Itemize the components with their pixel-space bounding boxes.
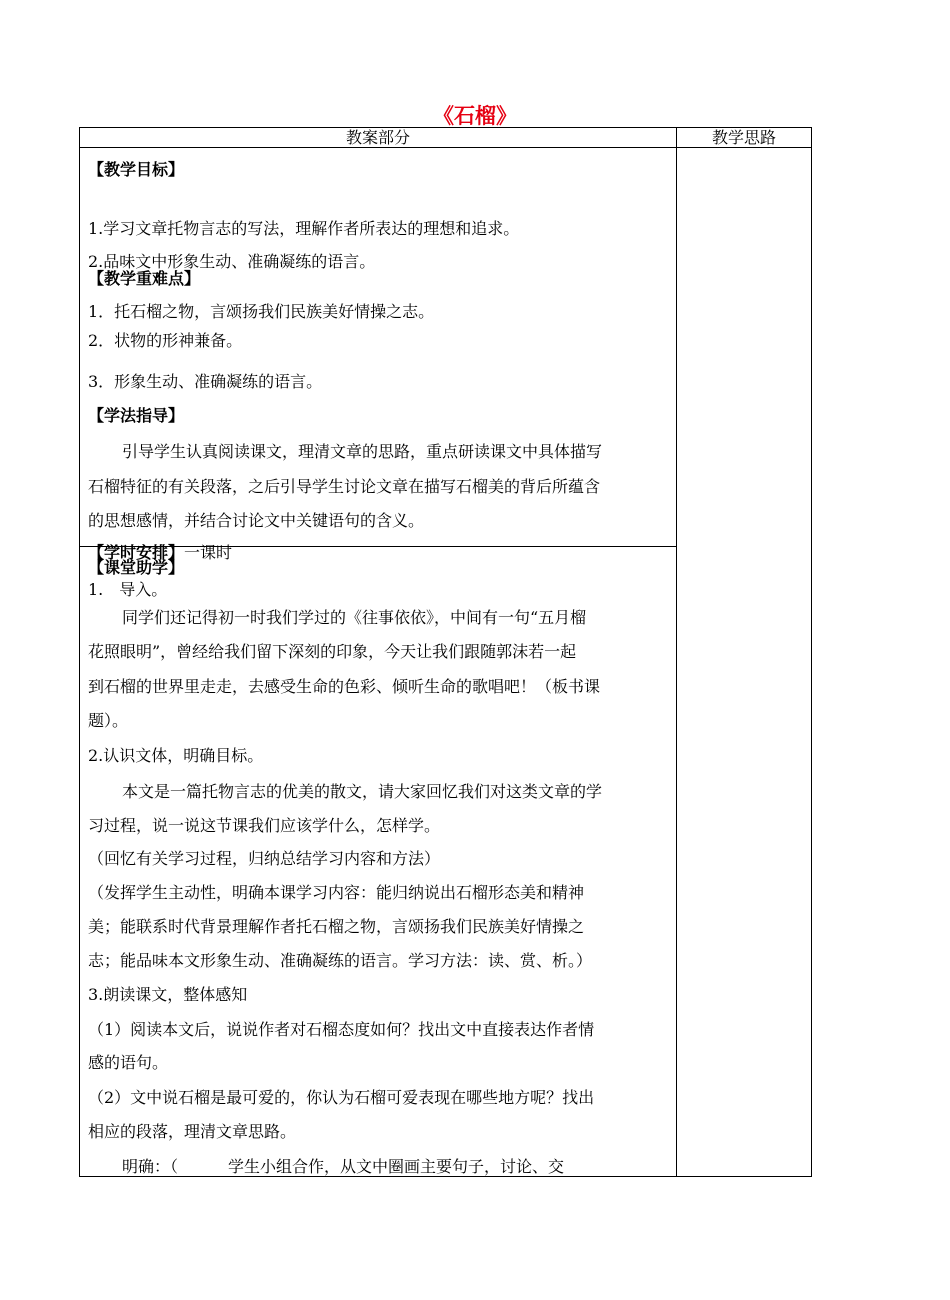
- question-text: （2）文中说石榴是最可爱的，你认为石榴可爱表现在哪些地方呢？找出: [88, 1088, 595, 1107]
- step-title: 1. 导入。: [88, 580, 168, 599]
- step-title: 2.认识文体，明确目标。: [88, 746, 264, 765]
- key-point-item: 1．托石榴之物，言颂扬我们民族美好情操之志。: [88, 302, 435, 321]
- lesson-plan-table: [79, 127, 812, 1177]
- step2-note: （回忆有关学习过程，归纳总结学习内容和方法）: [88, 849, 441, 868]
- document-title: 《石榴》: [433, 103, 517, 128]
- step1-paragraph: 到石榴的世界里走走，去感受生命的色彩、倾听生命的歌唱吧！（板书课: [88, 677, 601, 696]
- step2-paragraph: 本文是一篇托物言志的优美的散文，请大家回忆我们对这类文章的学: [122, 782, 603, 801]
- table-header-row: [80, 128, 812, 148]
- objectives-cell: [80, 148, 677, 562]
- header-plan: 教案部分: [80, 128, 677, 148]
- step1-paragraph: 花照眼明”，曾经给我们留下深刻的印象，今天让我们跟随郭沫若一起: [88, 642, 577, 661]
- header-thinking: 教学思路: [677, 128, 812, 148]
- answer-line: [88, 1156, 670, 1178]
- step2-goals: （发挥学生主动性，明确本课学习内容：能归纳说出石榴形态美和精神: [88, 883, 585, 902]
- question-text: 相应的段落，理清文章思路。: [88, 1122, 297, 1141]
- method-text: 引导学生认真阅读课文，理清文章的思路，重点研读课文中具体描写: [122, 442, 603, 461]
- key-point-item: 3．形象生动、准确凝练的语言。: [88, 372, 323, 391]
- step2-goals: 美；能联系时代背景理解作者托石榴之物，言颂扬我们民族美好情操之: [88, 917, 585, 936]
- time-value: 一课时: [184, 543, 233, 562]
- goal-item: 2.品味文中形象生动、准确凝练的语言。: [88, 252, 376, 271]
- step1-paragraph: 题）。: [88, 711, 129, 730]
- method-text: 石榴特征的有关段落，之后引导学生讨论文章在描写石榴美的背后所蕴含: [88, 477, 601, 496]
- goals-heading: 【教学目标】: [88, 160, 185, 179]
- method-heading: 【学法指导】: [88, 406, 185, 425]
- answer-text: 学生小组合作，从文中圈画主要句子，讨论、交: [228, 1157, 565, 1176]
- question-text: （1）阅读本文后，说说作者对石榴态度如何？找出文中直接表达作者情: [88, 1020, 595, 1039]
- question-text: 感的语句。: [88, 1053, 169, 1072]
- step2-goals: 志；能品味本文形象生动、准确凝练的语言。学习方法：读、赏、析。）: [88, 951, 593, 970]
- method-text: 的思想感情，并结合讨论文中关键语句的含义。: [88, 511, 425, 530]
- step1-paragraph: 同学们还记得初一时我们学过的《往事依依》，中间有一句“五月榴: [122, 608, 587, 627]
- objectives-row: [80, 148, 812, 547]
- goal-item: 1.学习文章托物言志的写法，理解作者所表达的理想和追求。: [88, 219, 520, 238]
- step2-paragraph: 习过程，说一说这节课我们应该学什么，怎样学。: [88, 816, 441, 835]
- thinking-cell: [677, 148, 812, 1177]
- key-point-item: 2．状物的形神兼备。: [88, 331, 243, 350]
- time-heading: 【学时安排】: [88, 543, 185, 562]
- answer-label: 明确：（: [122, 1157, 179, 1176]
- key-points-heading: 【教学重难点】: [88, 269, 201, 288]
- classroom-heading: 【课堂助学】: [88, 558, 185, 577]
- step-title: 3.朗读课文，整体感知: [88, 985, 248, 1004]
- classroom-cell: [80, 547, 677, 1177]
